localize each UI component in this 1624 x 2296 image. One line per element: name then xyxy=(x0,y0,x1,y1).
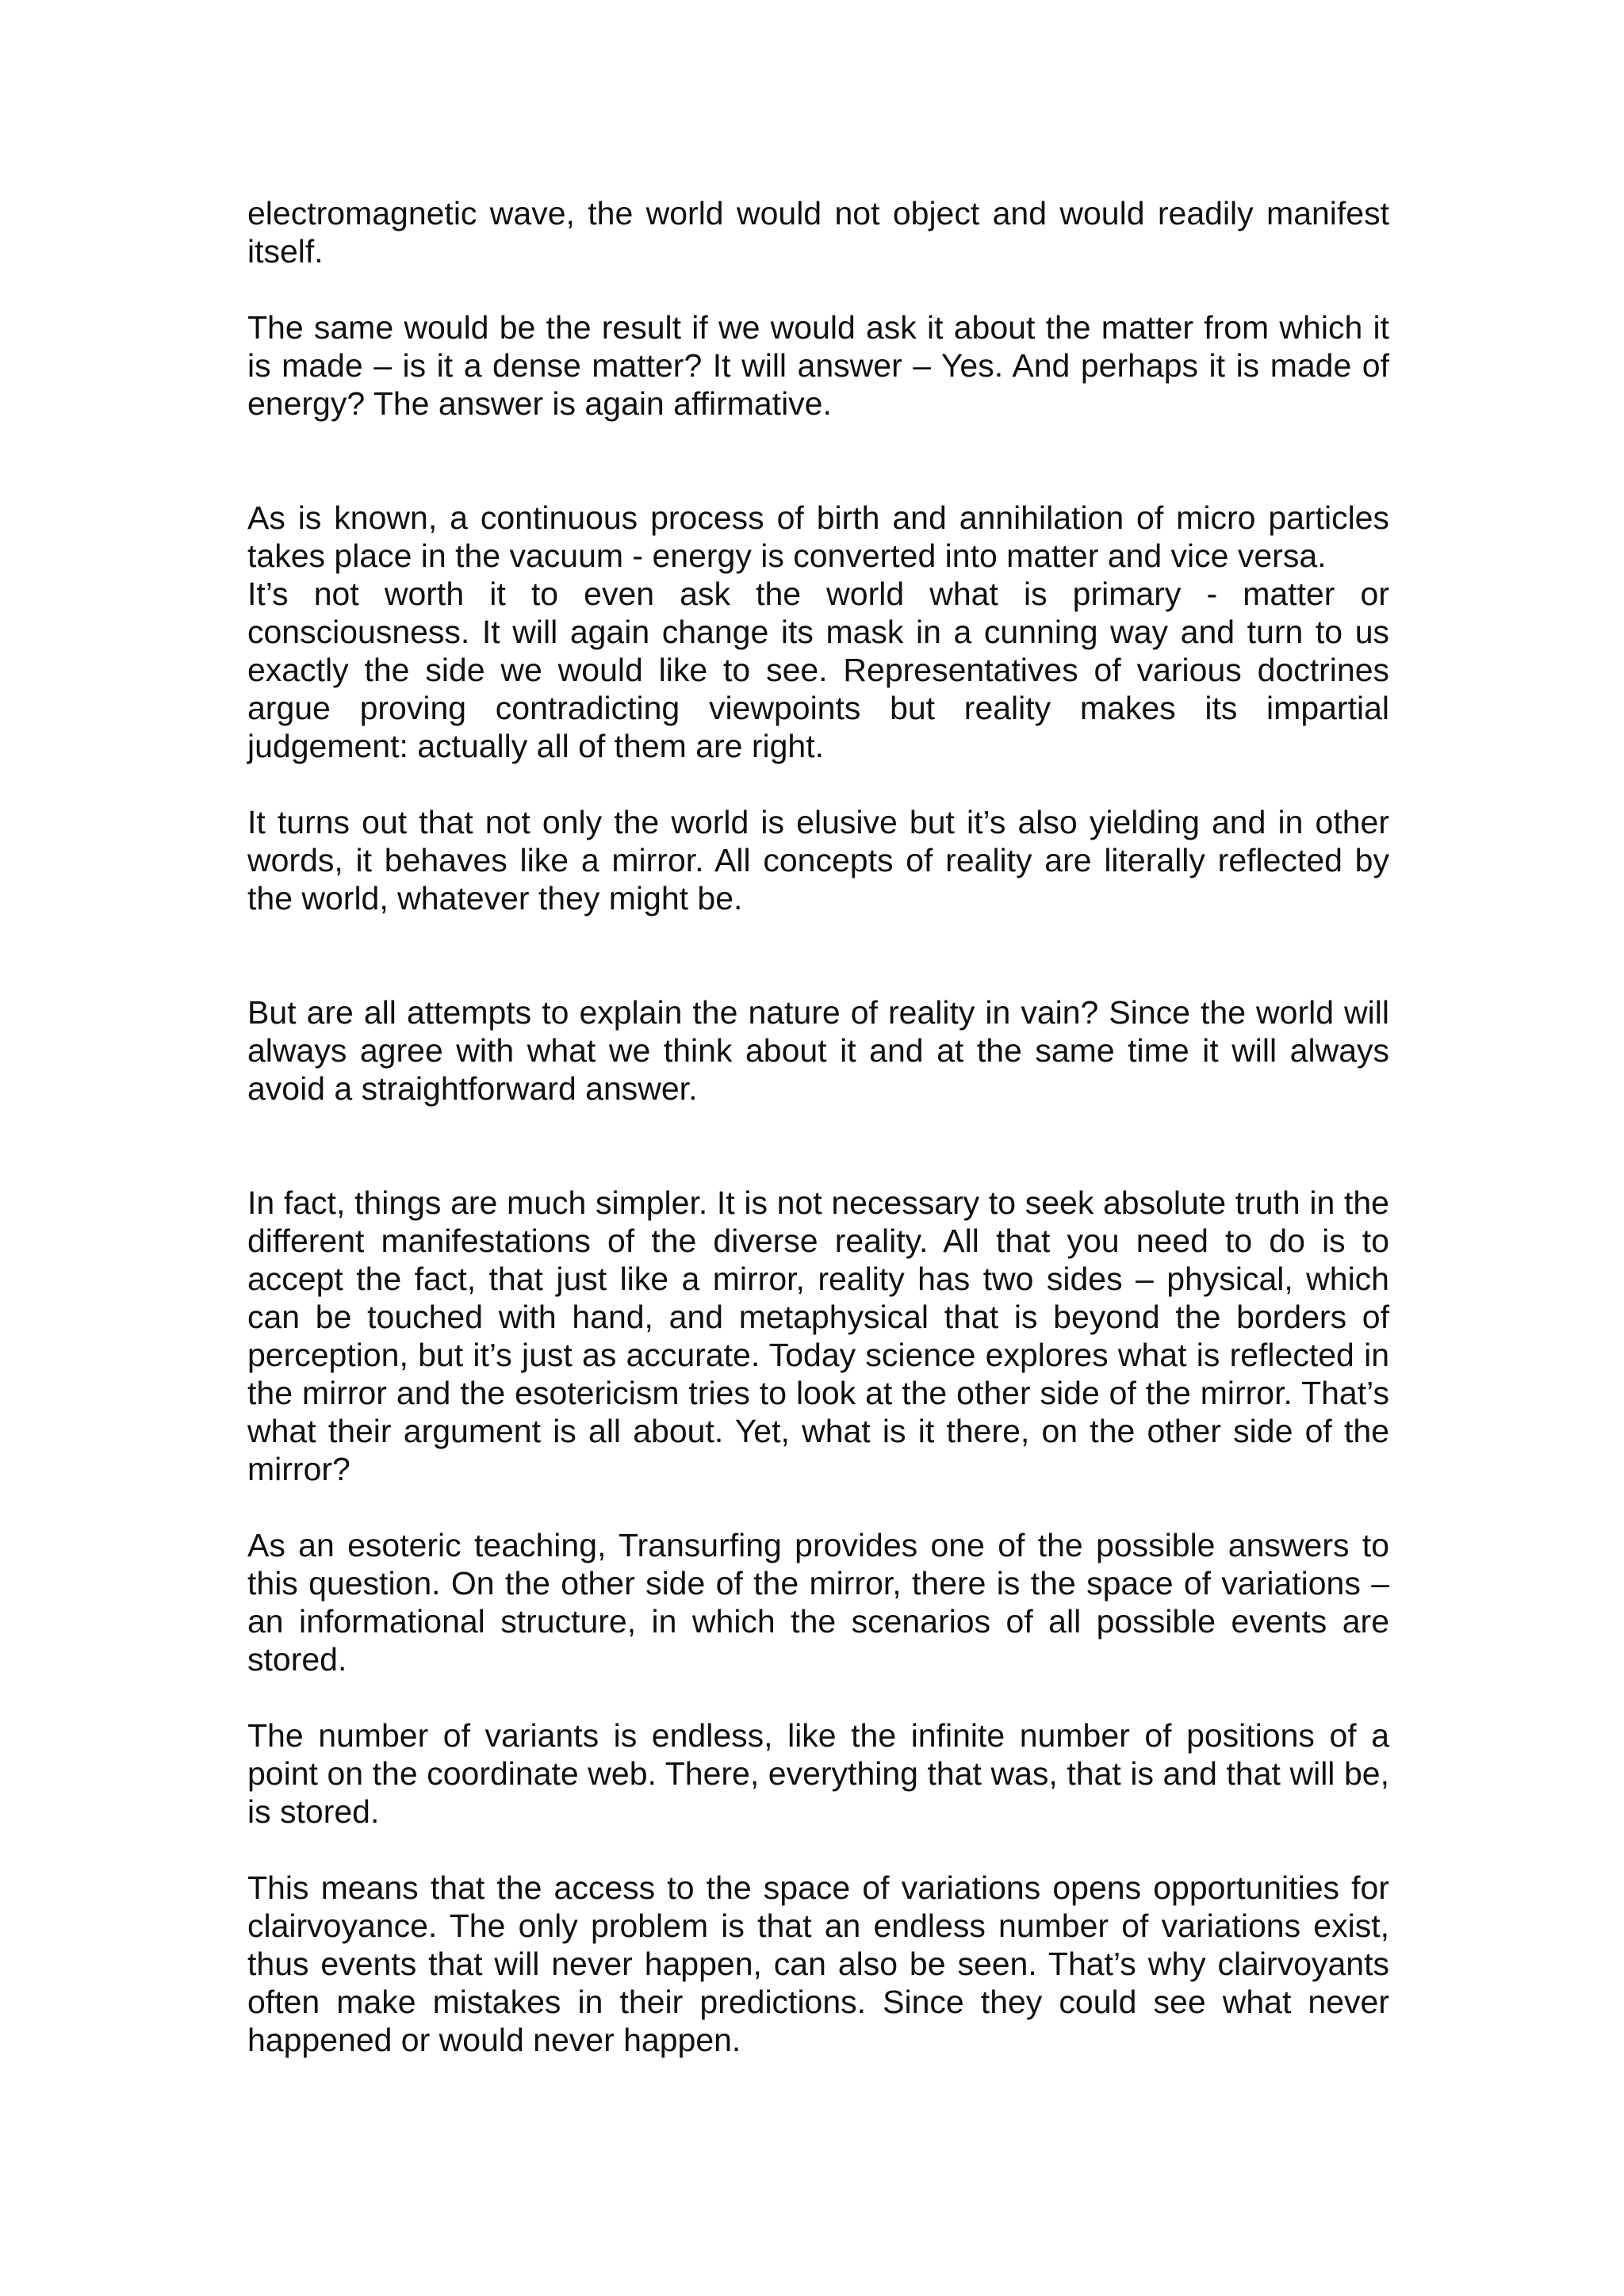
paragraph-6: But are all attempts to explain the nature of reality in vain? Since the world will always agree with what we think about it and at the same time it will always avoid a straightforward answer. xyxy=(247,994,1389,1107)
document-body xyxy=(247,194,1389,2059)
paragraph-2: The same would be the result if we would ask it about the matter from which it is made – is it a dense matter? It will answer – Yes. And perhaps it is made of energy? The answer is again affirmative. xyxy=(247,309,1389,422)
paragraph-3: As is known, a continuous process of birth and annihilation of micro particles takes place in the vacuum - energy is converted into matter and vice versa. xyxy=(247,499,1389,574)
paragraph-1: electromagnetic wave, the world would not object and would readily manifest itself. xyxy=(247,195,1389,270)
paragraph-9: The number of variants is endless, like the infinite number of positions of a point on the coordinate web. There, everything that was, that is and that will be, is stored. xyxy=(247,1717,1389,1830)
paragraph-5: It turns out that not only the world is elusive but it’s also yielding and in other words, it behaves like a mirror. All concepts of reality are literally reflected by the world, whatever they might be. xyxy=(247,804,1389,916)
paragraph-7: In fact, things are much simpler. It is not necessary to seek absolute truth in the different manifestations of the diverse reality. All that you need to do is to accept the fact, that just like a mirror, reality has two sides – physical, which can be touched with hand, and metaphysical that is beyond the borders of perception, but it’s just as accurate. Today science explores what is reflected in the mirror and the esotericism tries to look at the other side of the mirror. That’s what their argument is all about. Yet, what is it there, on the other side of the mirror? xyxy=(247,1184,1389,1487)
paragraph-4: It’s not worth it to even ask the world what is primary - matter or consciousness. It will again change its mask in a cunning way and turn to us exactly the side we would like to see. Representatives of various doctrines argue proving contradicting viewpoints but reality makes its impartial judgement: actually all of them are right. xyxy=(247,576,1389,764)
paragraph-8: As an esoteric teaching, Transurfing provides one of the possible answers to this question. On the other side of the mirror, there is the space of variations – an informational structure, in which the scenarios of all possible events are stored. xyxy=(247,1527,1389,1678)
paragraph-10: This means that the access to the space of variations opens opportunities for clairvoyance. The only problem is that an endless number of variations exist, thus events that will never happen, can also be seen. That’s why clairvoyants often make mistakes in their predictions. Since they could see what never happened or would never happen. xyxy=(247,1869,1389,2058)
